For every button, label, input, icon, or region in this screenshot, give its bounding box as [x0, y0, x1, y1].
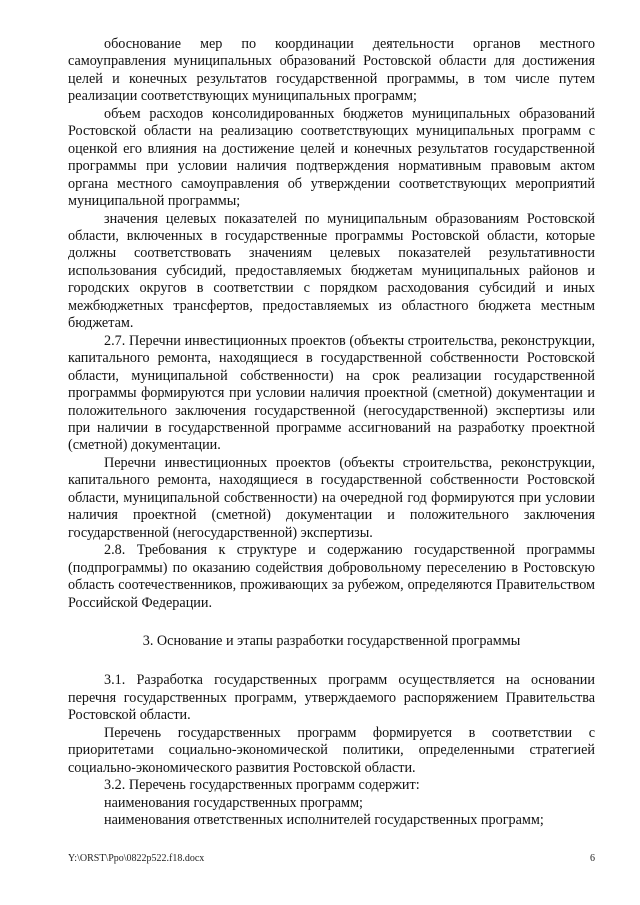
- footer-file-path: Y:\ORST\Ppo\0822p522.f18.docx: [68, 853, 205, 864]
- paragraph: 3.2. Перечень государственных программ содержит:: [104, 777, 420, 794]
- list-item: наименования ответственных исполнителей государственных программ;: [104, 812, 544, 829]
- paragraph: значения целевых показателей по муниципальным образованиям Ростовской области, включенных в государственные программы Ростовской области, которые должны соответствовать значениям целевых показателей результативности использования субсидий, предоставляемых бюджетам муниципальных районов и городских округов в соответствии с порядком расходования субсидий и иных межбюджетных трансфертов, предоставляемых из областного бюджета местным бюджетам.: [68, 210, 595, 332]
- paragraph: Перечни инвестиционных проектов (объекты строительства, реконструкции, капитального ремонта, находящиеся в государственной собственности Ростовской области, муниципальной собственности) на очередной год формируются при условии наличия проектной (сметной) документации и положительного заключения государственной (негосударственной) экспертизы.: [68, 454, 595, 541]
- paragraph: 2.8. Требования к структуре и содержанию государственной программы (подпрограммы) по оказанию содействия добровольному переселению в Ростовскую область соотечественников, проживающих за рубежом, определяются Правительством Российской Федерации.: [68, 542, 595, 611]
- paragraph: Перечень государственных программ формируется в соответствии с приоритетами социально-экономической политики, определенными стратегией социально-экономического развития Ростовской области.: [68, 724, 595, 776]
- section-heading: 3. Основание и этапы разработки государственной программы: [142, 632, 521, 649]
- paragraph: обоснование мер по координации деятельности органов местного самоуправления муниципальных образований Ростовской области для достижения целей и конечных результатов государственной программы, в том числе путем реализации соответствующих муниципальных программ;: [68, 36, 595, 105]
- page-number: 6: [590, 853, 595, 864]
- list-item: наименования государственных программ;: [104, 794, 363, 811]
- paragraph: 2.7. Перечни инвестиционных проектов (объекты строительства, реконструкции, капитального ремонта, находящиеся в государственной собственности Ростовской области, муниципальной собственности) на срок реализации государственной программы формируются при условии наличия проектной (сметной) документации и положительного заключения государственной (негосударственной) экспертизы или при наличии в государственной программе ассигнований на разработку проектной (сметной) документации.: [68, 332, 595, 454]
- paragraph: объем расходов консолидированных бюджетов муниципальных образований Ростовской области на реализацию соответствующих муниципальных программ с оценкой его влияния на достижение целей и конечных результатов государственной программы при условии наличия подтверждения нормативным правовым актом органа местного самоуправления об утверждении соответствующих мероприятий муниципальной программы;: [68, 105, 595, 210]
- document-page: [68, 36, 595, 829]
- paragraph: 3.1. Разработка государственных программ осуществляется на основании перечня государственных программ, утверждаемого распоряжением Правительства Ростовской области.: [68, 672, 595, 724]
